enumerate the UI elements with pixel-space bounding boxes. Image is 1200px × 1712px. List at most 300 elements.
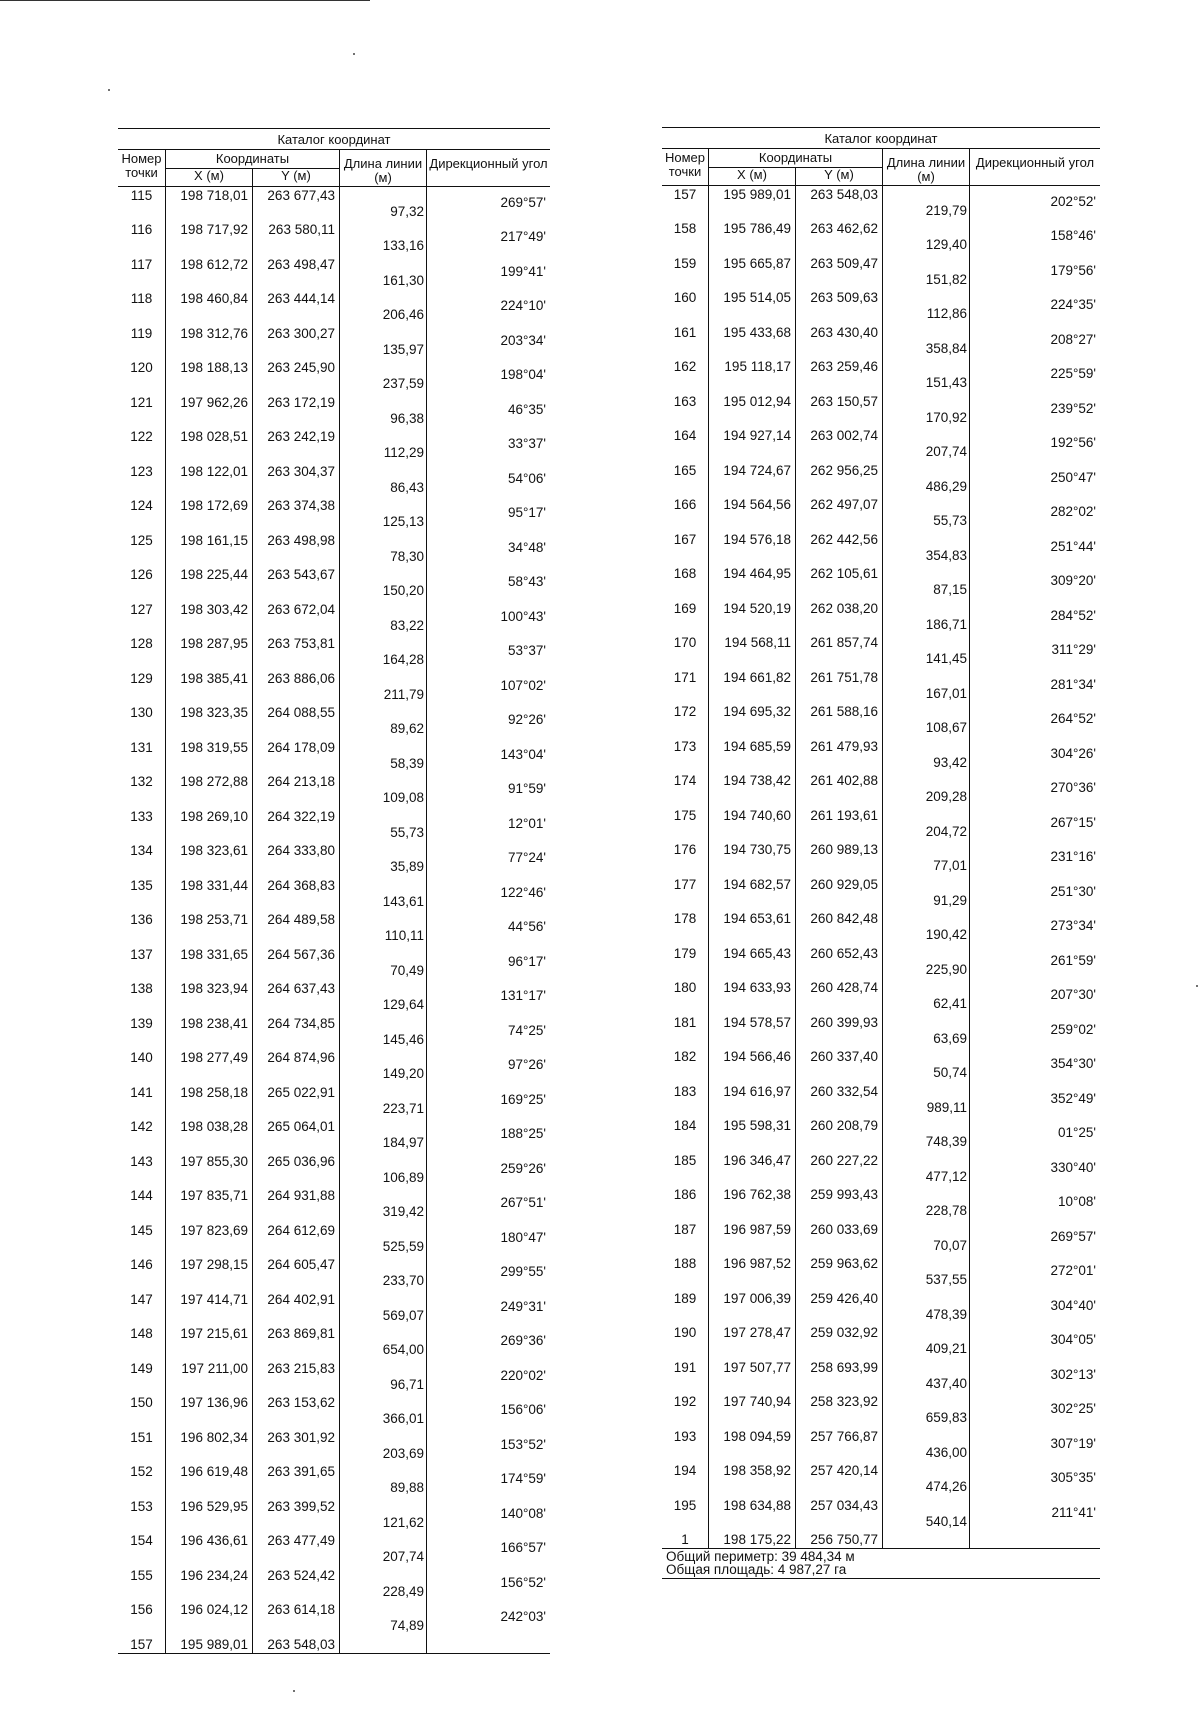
coord-y: 263 444,14 [253, 290, 340, 307]
point-row [118, 1153, 550, 1170]
line-length: 151,82 [925, 271, 967, 287]
length-cell-empty [883, 876, 970, 893]
length-cell [340, 1239, 427, 1257]
gap-cell [662, 962, 709, 980]
angle-cell [427, 919, 550, 946]
coord-x: 195 598,31 [709, 1117, 796, 1134]
coord-x: 198 028,51 [166, 428, 253, 445]
point-row [662, 220, 1100, 237]
coord-x: 198 094,59 [709, 1428, 796, 1445]
length-cell [883, 755, 970, 773]
angle-cell [970, 1056, 1100, 1083]
point-row [118, 635, 550, 652]
length-cell-empty [340, 1118, 427, 1135]
point-number: 192 [662, 1393, 709, 1410]
header-line-length: Длина линии (м) [340, 150, 427, 186]
point-number: 178 [662, 910, 709, 927]
direction-angle: 311°29' [1051, 642, 1096, 658]
direction-angle: 305°35' [1050, 1470, 1096, 1486]
total-perimeter: Общий периметр: 39 484,34 м [666, 1549, 855, 1565]
length-cell [340, 307, 427, 325]
point-row [662, 1497, 1100, 1514]
gap-cell [796, 824, 883, 842]
coord-y: 263 614,18 [253, 1601, 340, 1618]
gap-cell [796, 1100, 883, 1118]
line-length: 89,62 [390, 721, 424, 737]
angle-cell [970, 711, 1100, 738]
point-row [662, 531, 1100, 548]
point-row [118, 1256, 550, 1273]
point-number: 138 [118, 980, 166, 997]
coord-x: 198 175,22 [709, 1531, 796, 1548]
point-number: 168 [662, 565, 709, 582]
point-row [662, 1393, 1100, 1410]
line-length: 477,12 [925, 1168, 967, 1184]
point-row [118, 1636, 550, 1653]
point-row [662, 1014, 1100, 1031]
coord-x: 197 740,94 [709, 1393, 796, 1410]
line-length: 354,83 [925, 547, 967, 563]
gap-cell [253, 1342, 340, 1360]
angle-cell [427, 1057, 550, 1084]
point-row [118, 1325, 550, 1342]
angle-cell [427, 850, 550, 877]
gap-cell [253, 238, 340, 256]
gap-cell [118, 859, 166, 877]
point-number: 182 [662, 1048, 709, 1065]
gap-cell [118, 1377, 166, 1395]
coord-x: 194 633,93 [709, 979, 796, 996]
coord-x: 197 278,47 [709, 1324, 796, 1341]
coord-x: 198 331,65 [166, 946, 253, 963]
line-length: 63,69 [933, 1030, 967, 1046]
gap-cell [118, 687, 166, 705]
coord-x: 198 258,18 [166, 1084, 253, 1101]
gap-cell [166, 1411, 253, 1429]
length-cell-empty [340, 1394, 427, 1411]
length-cell [883, 237, 970, 255]
gap-cell [709, 996, 796, 1014]
point-row [662, 669, 1100, 686]
angle-cell [970, 1332, 1100, 1359]
angle-cell [427, 953, 550, 981]
length-cell [883, 341, 970, 359]
angle-cell [970, 814, 1100, 842]
length-cell [883, 513, 970, 531]
gap-cell [709, 1134, 796, 1152]
gap-cell [166, 238, 253, 256]
gap-cell [253, 1170, 340, 1188]
line-length: 206,46 [382, 307, 424, 323]
length-cell [883, 444, 970, 462]
line-length: 149,20 [382, 1066, 424, 1082]
angle-cell [427, 677, 550, 705]
length-cell [340, 859, 427, 877]
coord-x: 198 161,15 [166, 532, 253, 549]
length-cell-empty [883, 1393, 970, 1410]
line-length: 358,84 [925, 340, 967, 356]
point-number: 126 [118, 566, 166, 583]
length-cell-empty [883, 220, 970, 237]
gap-cell [796, 479, 883, 497]
coord-x: 197 298,15 [166, 1256, 253, 1273]
line-length: 478,39 [925, 1306, 967, 1322]
direction-angle: 224°35' [1050, 297, 1096, 313]
length-cell [340, 1515, 427, 1533]
coord-x: 198 634,88 [709, 1497, 796, 1514]
gap-cell [709, 1100, 796, 1118]
coord-y: 263 548,03 [796, 186, 883, 203]
coord-y: 264 612,69 [253, 1222, 340, 1239]
length-cell [340, 1066, 427, 1084]
gap-cell [709, 686, 796, 704]
catalog-title: Каталог координат [662, 127, 1100, 148]
gap-cell [709, 1376, 796, 1394]
point-number: 166 [662, 496, 709, 513]
gap-cell [662, 203, 709, 221]
line-length: 77,01 [933, 858, 967, 874]
point-row [118, 1118, 550, 1135]
length-cell-empty [340, 325, 427, 342]
gap-cell [118, 721, 166, 739]
coord-y: 258 323,92 [796, 1393, 883, 1410]
length-cell-empty [883, 634, 970, 651]
length-cell [883, 1169, 970, 1187]
length-cell [883, 617, 970, 635]
coord-y: 257 420,14 [796, 1462, 883, 1479]
length-cell-empty [340, 601, 427, 618]
gap-cell [662, 1410, 709, 1428]
length-cell [883, 272, 970, 290]
coord-x: 195 118,17 [709, 358, 796, 375]
gap-cell [662, 686, 709, 704]
length-cell [883, 306, 970, 324]
length-cell-empty [883, 669, 970, 686]
direction-angle: 250°47' [1050, 469, 1096, 485]
direction-angle: 299°55' [500, 1264, 546, 1280]
direction-angle: 281°34' [1050, 676, 1096, 692]
angle-cell [970, 400, 1100, 428]
coord-x: 196 529,95 [166, 1498, 253, 1515]
direction-angle: 97°26' [507, 1057, 546, 1073]
point-row [118, 394, 550, 411]
length-cell-empty [340, 428, 427, 445]
coord-x: 195 786,49 [709, 220, 796, 237]
length-cell [883, 927, 970, 945]
line-length: 83,22 [390, 617, 424, 633]
coord-x: 196 619,48 [166, 1463, 253, 1480]
coord-y: 265 036,96 [253, 1153, 340, 1170]
direction-angle: 122°46' [500, 884, 546, 900]
length-cell [340, 1584, 427, 1602]
direction-angle: 12°01' [507, 815, 546, 831]
angle-cell [970, 1504, 1100, 1532]
line-length: 748,39 [925, 1134, 967, 1150]
gap-cell [118, 652, 166, 670]
point-number: 129 [118, 670, 166, 687]
length-cell [340, 1101, 427, 1119]
direction-angle: 107°02' [500, 677, 546, 693]
line-length: 184,97 [382, 1135, 424, 1151]
coord-y: 263 498,47 [253, 256, 340, 273]
line-length: 525,59 [382, 1238, 424, 1254]
coord-y: 260 033,69 [796, 1221, 883, 1238]
length-cell [883, 686, 970, 704]
length-cell-empty [883, 1359, 970, 1376]
point-row [118, 1015, 550, 1032]
header-coordinates: Координаты [166, 150, 340, 168]
line-length: 190,42 [925, 927, 967, 943]
length-cell-empty [340, 773, 427, 790]
coord-y: 264 874,96 [253, 1049, 340, 1066]
line-length: 203,69 [382, 1445, 424, 1461]
length-cell-empty [340, 911, 427, 928]
point-number: 158 [662, 220, 709, 237]
gap-cell [662, 1445, 709, 1463]
gap-cell [118, 411, 166, 429]
gap-cell [118, 894, 166, 912]
coord-x: 197 835,71 [166, 1187, 253, 1204]
gap-cell [166, 859, 253, 877]
gap-cell [796, 548, 883, 566]
coord-y: 262 038,20 [796, 600, 883, 617]
length-cell-empty [340, 635, 427, 652]
coord-y: 261 857,74 [796, 634, 883, 651]
gap-cell [796, 1031, 883, 1049]
line-length: 233,70 [382, 1273, 424, 1289]
coord-y: 263 498,98 [253, 532, 340, 549]
coord-x: 194 576,18 [709, 531, 796, 548]
gap-cell [118, 1101, 166, 1119]
point-number: 150 [118, 1394, 166, 1411]
gap-cell [709, 341, 796, 359]
gap-cell [118, 204, 166, 222]
direction-angle: 92°26' [507, 712, 546, 728]
line-length: 654,00 [382, 1342, 424, 1358]
gap-cell [709, 962, 796, 980]
length-cell-empty [883, 841, 970, 858]
gap-cell [709, 582, 796, 600]
angle-cell [970, 1159, 1100, 1187]
gap-cell [118, 928, 166, 946]
line-length: 141,45 [925, 651, 967, 667]
direction-angle: 251°30' [1050, 883, 1096, 899]
gap-cell [662, 858, 709, 876]
coord-x: 198 253,71 [166, 911, 253, 928]
coord-y: 263 753,81 [253, 635, 340, 652]
coord-y: 263 259,46 [796, 358, 883, 375]
gap-cell [118, 1308, 166, 1326]
point-number: 189 [662, 1290, 709, 1307]
direction-angle: 239°52' [1050, 400, 1096, 416]
point-number: 173 [662, 738, 709, 755]
gap-cell [709, 1272, 796, 1290]
angle-cell [970, 1263, 1100, 1290]
point-number: 163 [662, 393, 709, 410]
length-cell [883, 1238, 970, 1256]
direction-angle: 77°24' [507, 850, 546, 866]
line-length: 219,79 [925, 202, 967, 218]
point-row [662, 358, 1100, 375]
angle-cell [970, 1470, 1100, 1497]
point-row [118, 325, 550, 342]
gap-cell [118, 342, 166, 360]
coord-x: 198 312,76 [166, 325, 253, 342]
coord-y: 264 178,09 [253, 739, 340, 756]
length-cell-empty [883, 945, 970, 962]
angle-cell [970, 297, 1100, 324]
direction-angle: 269°57' [1050, 1228, 1096, 1244]
gap-cell [796, 720, 883, 738]
point-row [662, 1048, 1100, 1065]
point-number: 154 [118, 1532, 166, 1549]
angle-cell [427, 1402, 550, 1429]
gap-cell [796, 1341, 883, 1359]
header-x: X (м) [709, 167, 796, 184]
gap-cell [709, 755, 796, 773]
gap-cell [253, 963, 340, 981]
gap-cell [662, 824, 709, 842]
coord-y: 263 543,67 [253, 566, 340, 583]
coord-y: 264 368,83 [253, 877, 340, 894]
point-row [118, 1222, 550, 1239]
direction-angle: 249°31' [500, 1298, 546, 1314]
direction-angle: 251°44' [1050, 538, 1096, 554]
coord-y: 259 993,43 [796, 1186, 883, 1203]
line-length: 237,59 [382, 376, 424, 392]
coord-y: 263 509,63 [796, 289, 883, 306]
coord-y: 259 426,40 [796, 1290, 883, 1307]
length-cell [340, 1411, 427, 1429]
header-coordinates: Координаты [709, 149, 883, 167]
direction-angle: 282°02' [1050, 504, 1096, 520]
gap-cell [253, 618, 340, 636]
coord-x: 196 987,52 [709, 1255, 796, 1272]
gap-cell [709, 1065, 796, 1083]
point-row [662, 1428, 1100, 1445]
line-length: 228,49 [382, 1583, 424, 1599]
gap-cell [118, 1446, 166, 1464]
gap-cell [166, 411, 253, 429]
length-cell-empty [883, 1014, 970, 1031]
angle-cell [427, 332, 550, 360]
gap-cell [166, 618, 253, 636]
line-length: 150,20 [382, 583, 424, 599]
direction-angle: 192°56' [1050, 435, 1096, 451]
gap-cell [662, 996, 709, 1014]
length-cell [883, 651, 970, 669]
line-length: 125,13 [382, 514, 424, 530]
point-number: 157 [118, 1636, 166, 1653]
point-row [118, 704, 550, 721]
line-length: 106,89 [382, 1169, 424, 1185]
line-length: 129,40 [925, 237, 967, 253]
line-length: 474,26 [925, 1479, 967, 1495]
point-number: 155 [118, 1567, 166, 1584]
top-edge-line [0, 0, 370, 1]
length-cell [883, 1341, 970, 1359]
point-number: 127 [118, 601, 166, 618]
direction-angle: 199°41' [500, 263, 546, 279]
direction-angle: 304°05' [1050, 1332, 1096, 1348]
header-point-number: Номер точки [118, 150, 166, 186]
length-cell [340, 963, 427, 981]
point-number: 141 [118, 1084, 166, 1101]
length-cell [883, 1100, 970, 1118]
gap-cell [796, 306, 883, 324]
point-number: 133 [118, 808, 166, 825]
coord-x: 194 665,43 [709, 945, 796, 962]
gap-cell [166, 376, 253, 394]
length-cell-empty [883, 1531, 970, 1548]
point-number: 125 [118, 532, 166, 549]
coord-y: 260 208,79 [796, 1117, 883, 1134]
length-cell [340, 204, 427, 222]
gap-cell [662, 237, 709, 255]
line-length: 108,67 [925, 720, 967, 736]
gap-cell [253, 894, 340, 912]
line-length: 96,71 [390, 1376, 424, 1392]
coord-y: 264 931,88 [253, 1187, 340, 1204]
length-cell-empty [883, 1428, 970, 1445]
line-length: 319,42 [382, 1204, 424, 1220]
coord-x: 198 038,28 [166, 1118, 253, 1135]
gap-cell [253, 928, 340, 946]
gap-cell [796, 375, 883, 393]
gap-cell [662, 1065, 709, 1083]
coord-y: 263 462,62 [796, 220, 883, 237]
coord-x: 197 507,77 [709, 1359, 796, 1376]
direction-angle: 284°52' [1050, 607, 1096, 623]
angle-cell [970, 642, 1100, 669]
gap-cell [709, 444, 796, 462]
point-number: 134 [118, 842, 166, 859]
coord-y: 264 637,43 [253, 980, 340, 997]
angle-cell [427, 1160, 550, 1188]
gap-cell [118, 307, 166, 325]
length-cell [883, 720, 970, 738]
direction-angle: 304°26' [1050, 745, 1096, 761]
point-row [118, 290, 550, 307]
point-number: 146 [118, 1256, 166, 1273]
point-number: 143 [118, 1153, 166, 1170]
coord-x: 196 234,24 [166, 1567, 253, 1584]
direction-angle: 34°48' [507, 539, 546, 555]
length-cell [883, 1134, 970, 1152]
point-number: 139 [118, 1015, 166, 1032]
direction-angle: 269°57' [500, 194, 546, 210]
gap-cell [253, 445, 340, 463]
point-row [118, 980, 550, 997]
point-number: 137 [118, 946, 166, 963]
gap-cell [662, 1479, 709, 1497]
direction-angle: 143°04' [500, 746, 546, 762]
point-row [118, 1532, 550, 1549]
angle-cell [427, 1264, 550, 1291]
point-row [662, 186, 1100, 203]
gap-cell [796, 237, 883, 255]
point-number: 132 [118, 773, 166, 790]
gap-cell [796, 1410, 883, 1428]
angle-cell [427, 1471, 550, 1498]
length-cell [340, 273, 427, 291]
direction-angle: 261°59' [1050, 952, 1096, 968]
length-cell-empty [340, 1463, 427, 1480]
length-cell-empty [883, 1152, 970, 1169]
point-row [662, 393, 1100, 410]
gap-cell [166, 825, 253, 843]
gap-cell [662, 893, 709, 911]
